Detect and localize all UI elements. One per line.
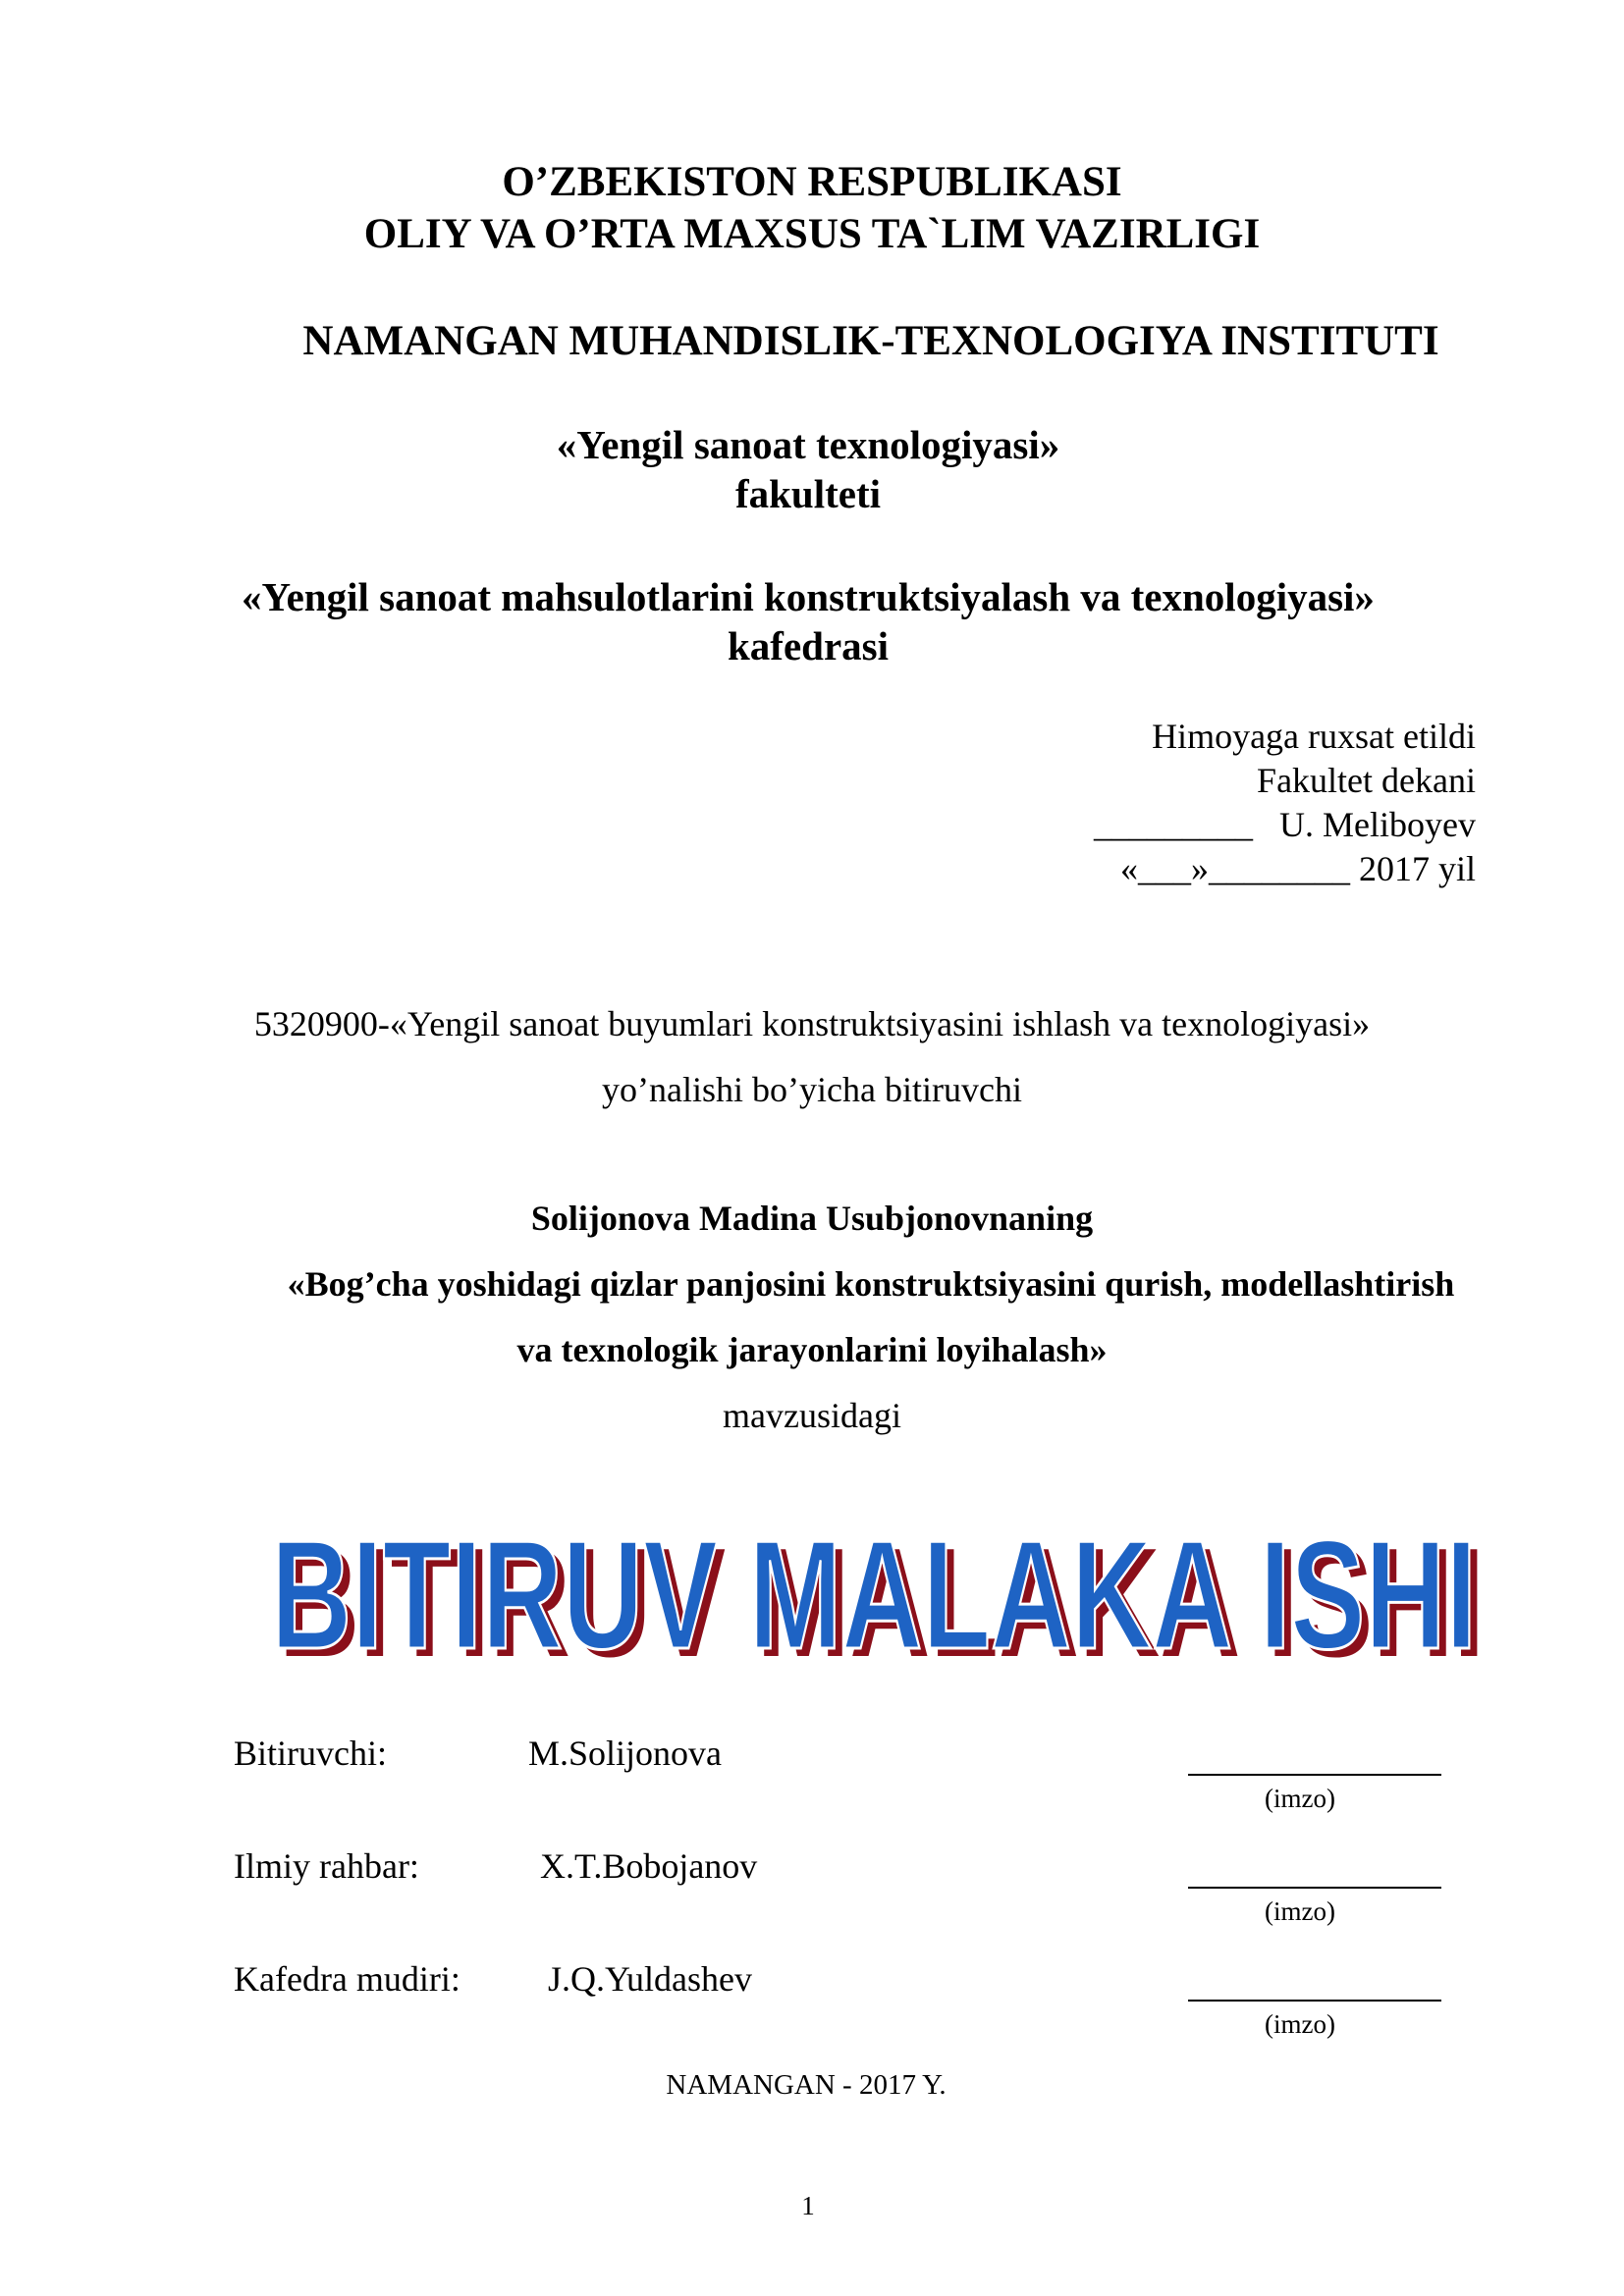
signature-row-supervisor <box>234 1845 1441 1924</box>
topic-line-2: va texnologik jarayonlarini loyihalash» <box>516 1330 1108 1369</box>
direction-line-2: yo’nalishi bo’yicha bitiruvchi <box>602 1070 1022 1109</box>
signature-row-head-of-department <box>234 1958 1441 2037</box>
signature-name: X.T.Bobojanov <box>540 1846 758 1886</box>
approval-line-permission: Himoyaga ruxsat etildi <box>1152 717 1476 756</box>
signature-imzo-label: (imzo) <box>1265 1784 1335 1813</box>
topic-author: Solijonova Madina Usubjonovnaning <box>530 1199 1094 1238</box>
thesis-title-wordart <box>255 1517 1492 1674</box>
signature-line <box>1188 2000 1441 2002</box>
faculty-label: fakulteti <box>734 471 882 516</box>
approval-line-date: «___»________ 2017 yil <box>1119 849 1476 888</box>
signature-role: Ilmiy rahbar: <box>234 1846 419 1886</box>
faculty-name: «Yengil sanoat texnologiyasi» <box>556 422 1060 467</box>
signature-imzo-label: (imzo) <box>1265 1896 1335 1926</box>
signature-role: Bitiruvchi: <box>234 1734 387 1773</box>
direction-line-1: 5320900-«Yengil sanoat buyumlari konstruktsiyasini ishlash va texnologiyasi» <box>253 1004 1371 1043</box>
institute-heading: NAMANGAN MUHANDISLIK-TEXNOLOGIYA INSTITUTI <box>302 318 1439 364</box>
approval-line-signature: _________ U. Meliboyev <box>1094 805 1476 844</box>
signature-imzo-label: (imzo) <box>1265 2009 1335 2039</box>
signature-row-graduate <box>234 1733 1441 1811</box>
topic-suffix: mavzusidagi <box>723 1396 901 1435</box>
approval-block <box>1094 715 1476 891</box>
country-heading: O’ZBEKISTON RESPUBLIKASI <box>502 159 1122 205</box>
thesis-title-text: BITIRUV MALAKA ISHI <box>271 1517 1477 1674</box>
signature-line <box>1188 1774 1441 1776</box>
department-name: «Yengil sanoat mahsulotlarini konstruktsiyalash va texnologiyasi» <box>242 574 1375 619</box>
ministry-heading: OLIY VA O’RTA MAXSUS TA`LIM VAZIRLIGI <box>363 211 1261 257</box>
thesis-title-shadow: BITIRUV MALAKA ISHI <box>279 1517 1485 1674</box>
city-year: NAMANGAN - 2017 Y. <box>666 2069 947 2101</box>
topic-line-1: «Bog’cha yoshidagi qizlar panjosini konstruktsiyasini qurish, modellashtirish <box>287 1264 1455 1304</box>
department-label: kafedrasi <box>728 623 889 668</box>
signature-name: M.Solijonova <box>528 1734 723 1773</box>
signature-line <box>1188 1887 1441 1889</box>
approval-line-dean: Fakultet dekani <box>1257 761 1476 800</box>
page-number: 1 <box>801 2191 815 2220</box>
signature-role: Kafedra mudiri: <box>234 1959 460 1999</box>
signature-name: J.Q.Yuldashev <box>548 1959 752 1999</box>
